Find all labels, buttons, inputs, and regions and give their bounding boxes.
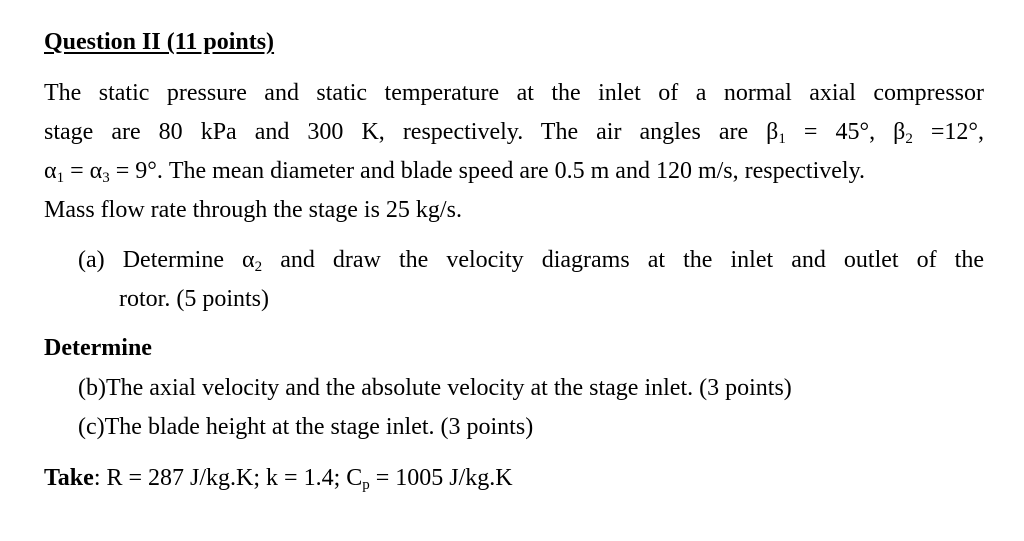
item-b-text: The axial velocity and the absolute velocity at the stage inlet. (3 points) xyxy=(105,375,792,401)
item-a-marker: (a) xyxy=(78,247,105,273)
item-a-line-1: (a) Determine $\alpha_2$ and draw the velocity diagrams at the inlet and outlet of the xyxy=(78,247,985,275)
take-label: Take xyxy=(44,465,94,491)
list-item-b xyxy=(78,369,792,408)
cp-subscript: p xyxy=(362,477,370,493)
problem-paragraph xyxy=(44,74,984,230)
beta2-value: =12°, xyxy=(930,119,984,145)
determine-subheading: Determine xyxy=(44,335,152,361)
take-text-1: : R = 287 J/kg.K; k = 1.4; C xyxy=(93,465,363,491)
item-a-line-2: rotor. (5 points) xyxy=(119,286,269,312)
question-heading: Question II (11 points) xyxy=(44,29,275,55)
item-a-text-2: and draw the velocity diagrams at the inlet and outlet of the xyxy=(280,247,985,273)
alpha-values: = 9°. The mean diameter and blade speed are 0.5 m and 120 m/s, respectively. xyxy=(115,158,866,184)
item-b-marker: (b) xyxy=(78,375,106,401)
list-item-a xyxy=(78,241,984,319)
item-c-text: The blade height at the stage inlet. (3 points) xyxy=(104,414,534,440)
take-text-2: = 1005 J/kg.K xyxy=(369,465,513,491)
beta1-value: = 45°, xyxy=(803,119,876,145)
paragraph-line-3: $\alpha_1 = \alpha_3 = 9^\circ$. The mean diameter and blade speed are 0.5 m and 120 m/s, respectively. xyxy=(44,158,866,186)
paragraph-line-1: The static pressure and static temperature at the inlet of a normal axial compressor xyxy=(44,80,984,106)
item-a-text-1: Determine xyxy=(122,247,224,273)
paragraph-line-4: Mass flow rate through the stage is 25 kg/s. xyxy=(44,197,462,223)
item-c-marker: (c) xyxy=(78,414,105,440)
paragraph-line-2: stage are 80 kPa and 300 K, respectively. The air angles are $\beta_1 = 45^\circ$, $\beta_2 =12^\circ$, xyxy=(44,119,984,147)
given-constants xyxy=(44,459,513,498)
list-item-c xyxy=(78,408,533,447)
